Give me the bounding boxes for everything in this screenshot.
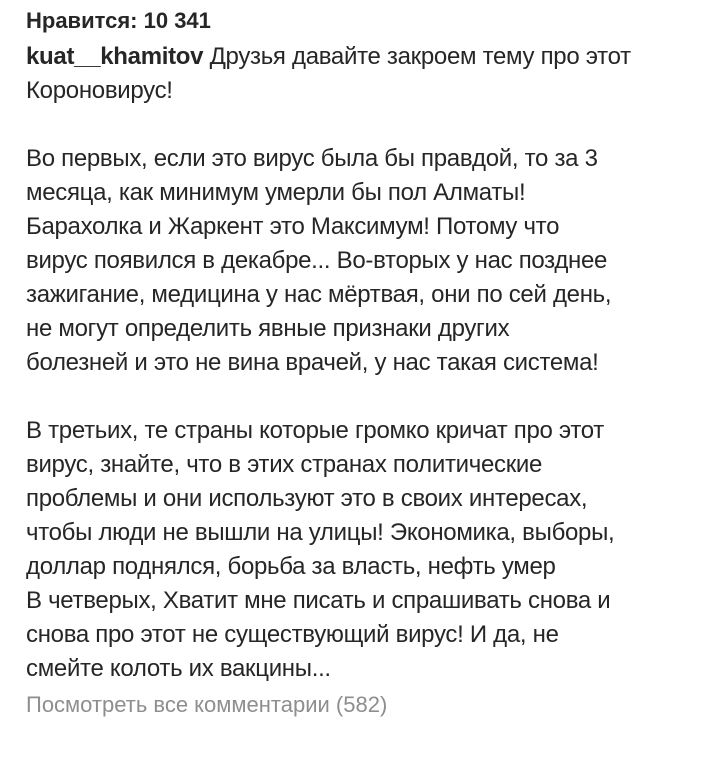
view-all-comments-link[interactable]: Посмотреть все комментарии (582) [26,692,388,717]
paragraph-gap [26,108,698,142]
caption-line: В четверых, Хватит мне писать и спрашивать снова и [26,587,611,614]
caption-line: снова про этот не существующий вирус! И да, не [26,621,559,648]
likes-count[interactable]: Нравится: 10 341 [26,8,211,33]
caption-line: чтобы люди не вышли на улицы! Экономика, выборы, [26,519,615,546]
caption-line: смейте колоть их вакцины... [26,655,331,682]
caption-text [26,40,698,686]
paragraph-gap [26,380,698,414]
caption-line: болезней и это не вина врачей, у нас такая система! [26,349,599,376]
caption-line: вирус, знайте, что в этих странах политические [26,451,543,478]
caption-line: зажигание, медицина у нас мёртвая, они по сей день, [26,281,612,308]
caption-line: Друзья давайте закроем тему про этот [209,43,631,70]
caption-line: доллар поднялся, борьба за власть, нефть умер [26,553,556,580]
caption-line: В третьих, те страны которые громко кричат про этот [26,417,604,444]
caption-line: Короновирус! [26,77,173,104]
caption-line: Во первых, если это вирус была бы правдой, то за 3 [26,145,598,172]
caption-first-line [26,40,698,74]
caption-line: месяца, как минимум умерли бы пол Алматы! [26,179,526,206]
caption-line: Барахолка и Жаркент это Максимум! Потому что [26,213,560,240]
caption-line: вирус появился в декабре... Во-вторых у нас позднее [26,247,608,274]
username-link[interactable]: kuat__khamitov [26,43,204,70]
caption-line: проблемы и они используют это в своих интересах, [26,485,588,512]
caption-line: не могут определить явные признаки других [26,315,510,342]
